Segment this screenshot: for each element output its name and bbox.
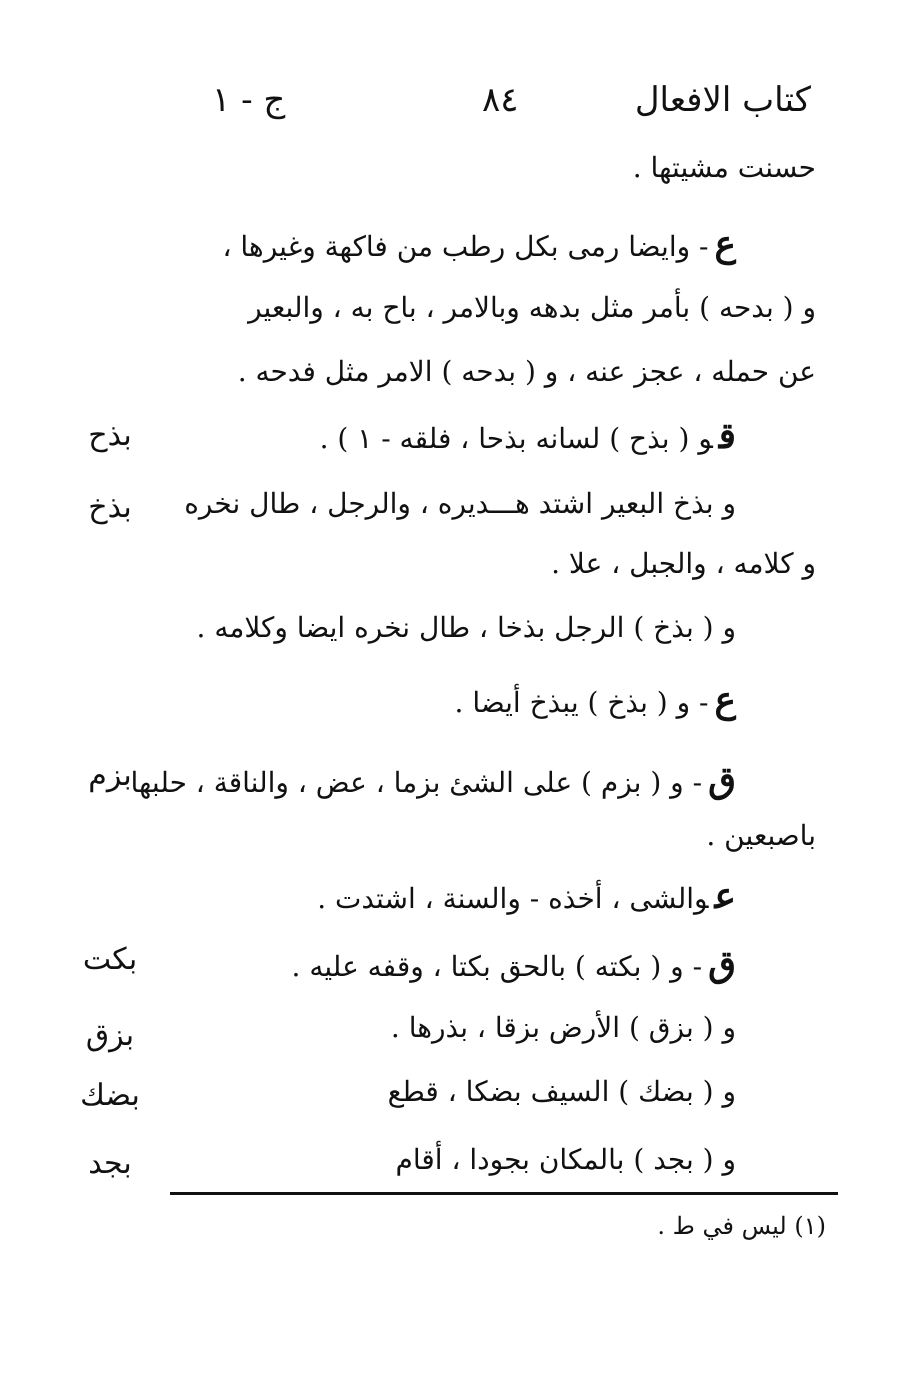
line-text: - و ( بذخ ) يبذخ أيضا . xyxy=(454,686,709,719)
line-text: باصبعين . xyxy=(706,819,816,852)
text-line xyxy=(455,680,736,723)
line-text: و ( بضك ) السيف بضكا ، قطع xyxy=(387,1075,736,1108)
line-text: والشى ، أخذه - والسنة ، اشتدت . xyxy=(317,882,709,915)
line-text: حسنت مشيتها . xyxy=(632,151,816,184)
text-line xyxy=(292,944,736,987)
source-marker: ع xyxy=(714,875,736,917)
text-line xyxy=(317,876,736,919)
text-line xyxy=(197,608,736,648)
source-marker: ق xyxy=(708,943,736,985)
margin-root-word: بجد xyxy=(88,1146,132,1181)
line-text: و ( بدحه ) بأمر مثل بدهه وبالامر ، باح به ، والبعير xyxy=(248,291,816,324)
line-text: و بذخ البعير اشتد هـــديره ، والرجل ، طال نخره xyxy=(184,487,736,520)
source-marker: ع xyxy=(714,223,736,265)
volume-label: ج - ١ xyxy=(212,80,286,120)
margin-root-word: بذخ xyxy=(88,490,132,525)
line-text: - وايضا رمى بكل رطب من فاكهة وغيرها ، xyxy=(222,230,709,263)
margin-root-word: بضك xyxy=(80,1078,140,1113)
line-text: و ( بذح ) لسانه بذحا ، فلقه - ١ ) . xyxy=(319,422,713,455)
source-marker: ق xyxy=(708,759,736,801)
text-line xyxy=(633,148,816,188)
source-marker: ع xyxy=(714,679,736,721)
book-title: كتاب الافعال xyxy=(634,80,811,120)
text-line xyxy=(320,416,736,459)
line-text: و ( بذخ ) الرجل بذخا ، طال نخره ايضا وكلامه . xyxy=(196,611,736,644)
text-line xyxy=(388,1072,736,1112)
text-line xyxy=(130,760,736,803)
text-line xyxy=(248,288,816,328)
margin-root-word: بكت xyxy=(82,942,138,977)
text-line xyxy=(222,224,736,267)
margin-root-word: بذح xyxy=(88,418,132,453)
footnote: (١) ليس في ط . xyxy=(657,1212,826,1240)
line-text: عن حمله ، عجز عنه ، و ( بدحه ) الامر مثل فدحه . xyxy=(237,355,816,388)
margin-root-word: بزم xyxy=(88,758,132,793)
text-line xyxy=(396,1140,736,1180)
text-line xyxy=(551,544,816,584)
line-text: - و ( بكته ) بالحق بكتا ، وقفه عليه . xyxy=(291,950,703,983)
text-line xyxy=(184,484,736,524)
page-number: ٨٤ xyxy=(482,80,519,120)
margin-root-word: بزق xyxy=(85,1018,135,1053)
text-line xyxy=(238,352,816,392)
text-line xyxy=(391,1008,736,1048)
text-line xyxy=(706,816,816,856)
line-text: و كلامه ، والجبل ، علا . xyxy=(551,547,816,580)
line-text: - و ( بزم ) على الشئ بزما ، عض ، والناقة ، حلبها xyxy=(130,766,703,799)
footnote-rule xyxy=(170,1192,838,1195)
line-text: و ( بزق ) الأرض بزقا ، بذرها . xyxy=(390,1011,736,1044)
source-marker: ق xyxy=(718,415,736,457)
line-text: و ( بجد ) بالمكان بجودا ، أقام xyxy=(395,1143,736,1176)
